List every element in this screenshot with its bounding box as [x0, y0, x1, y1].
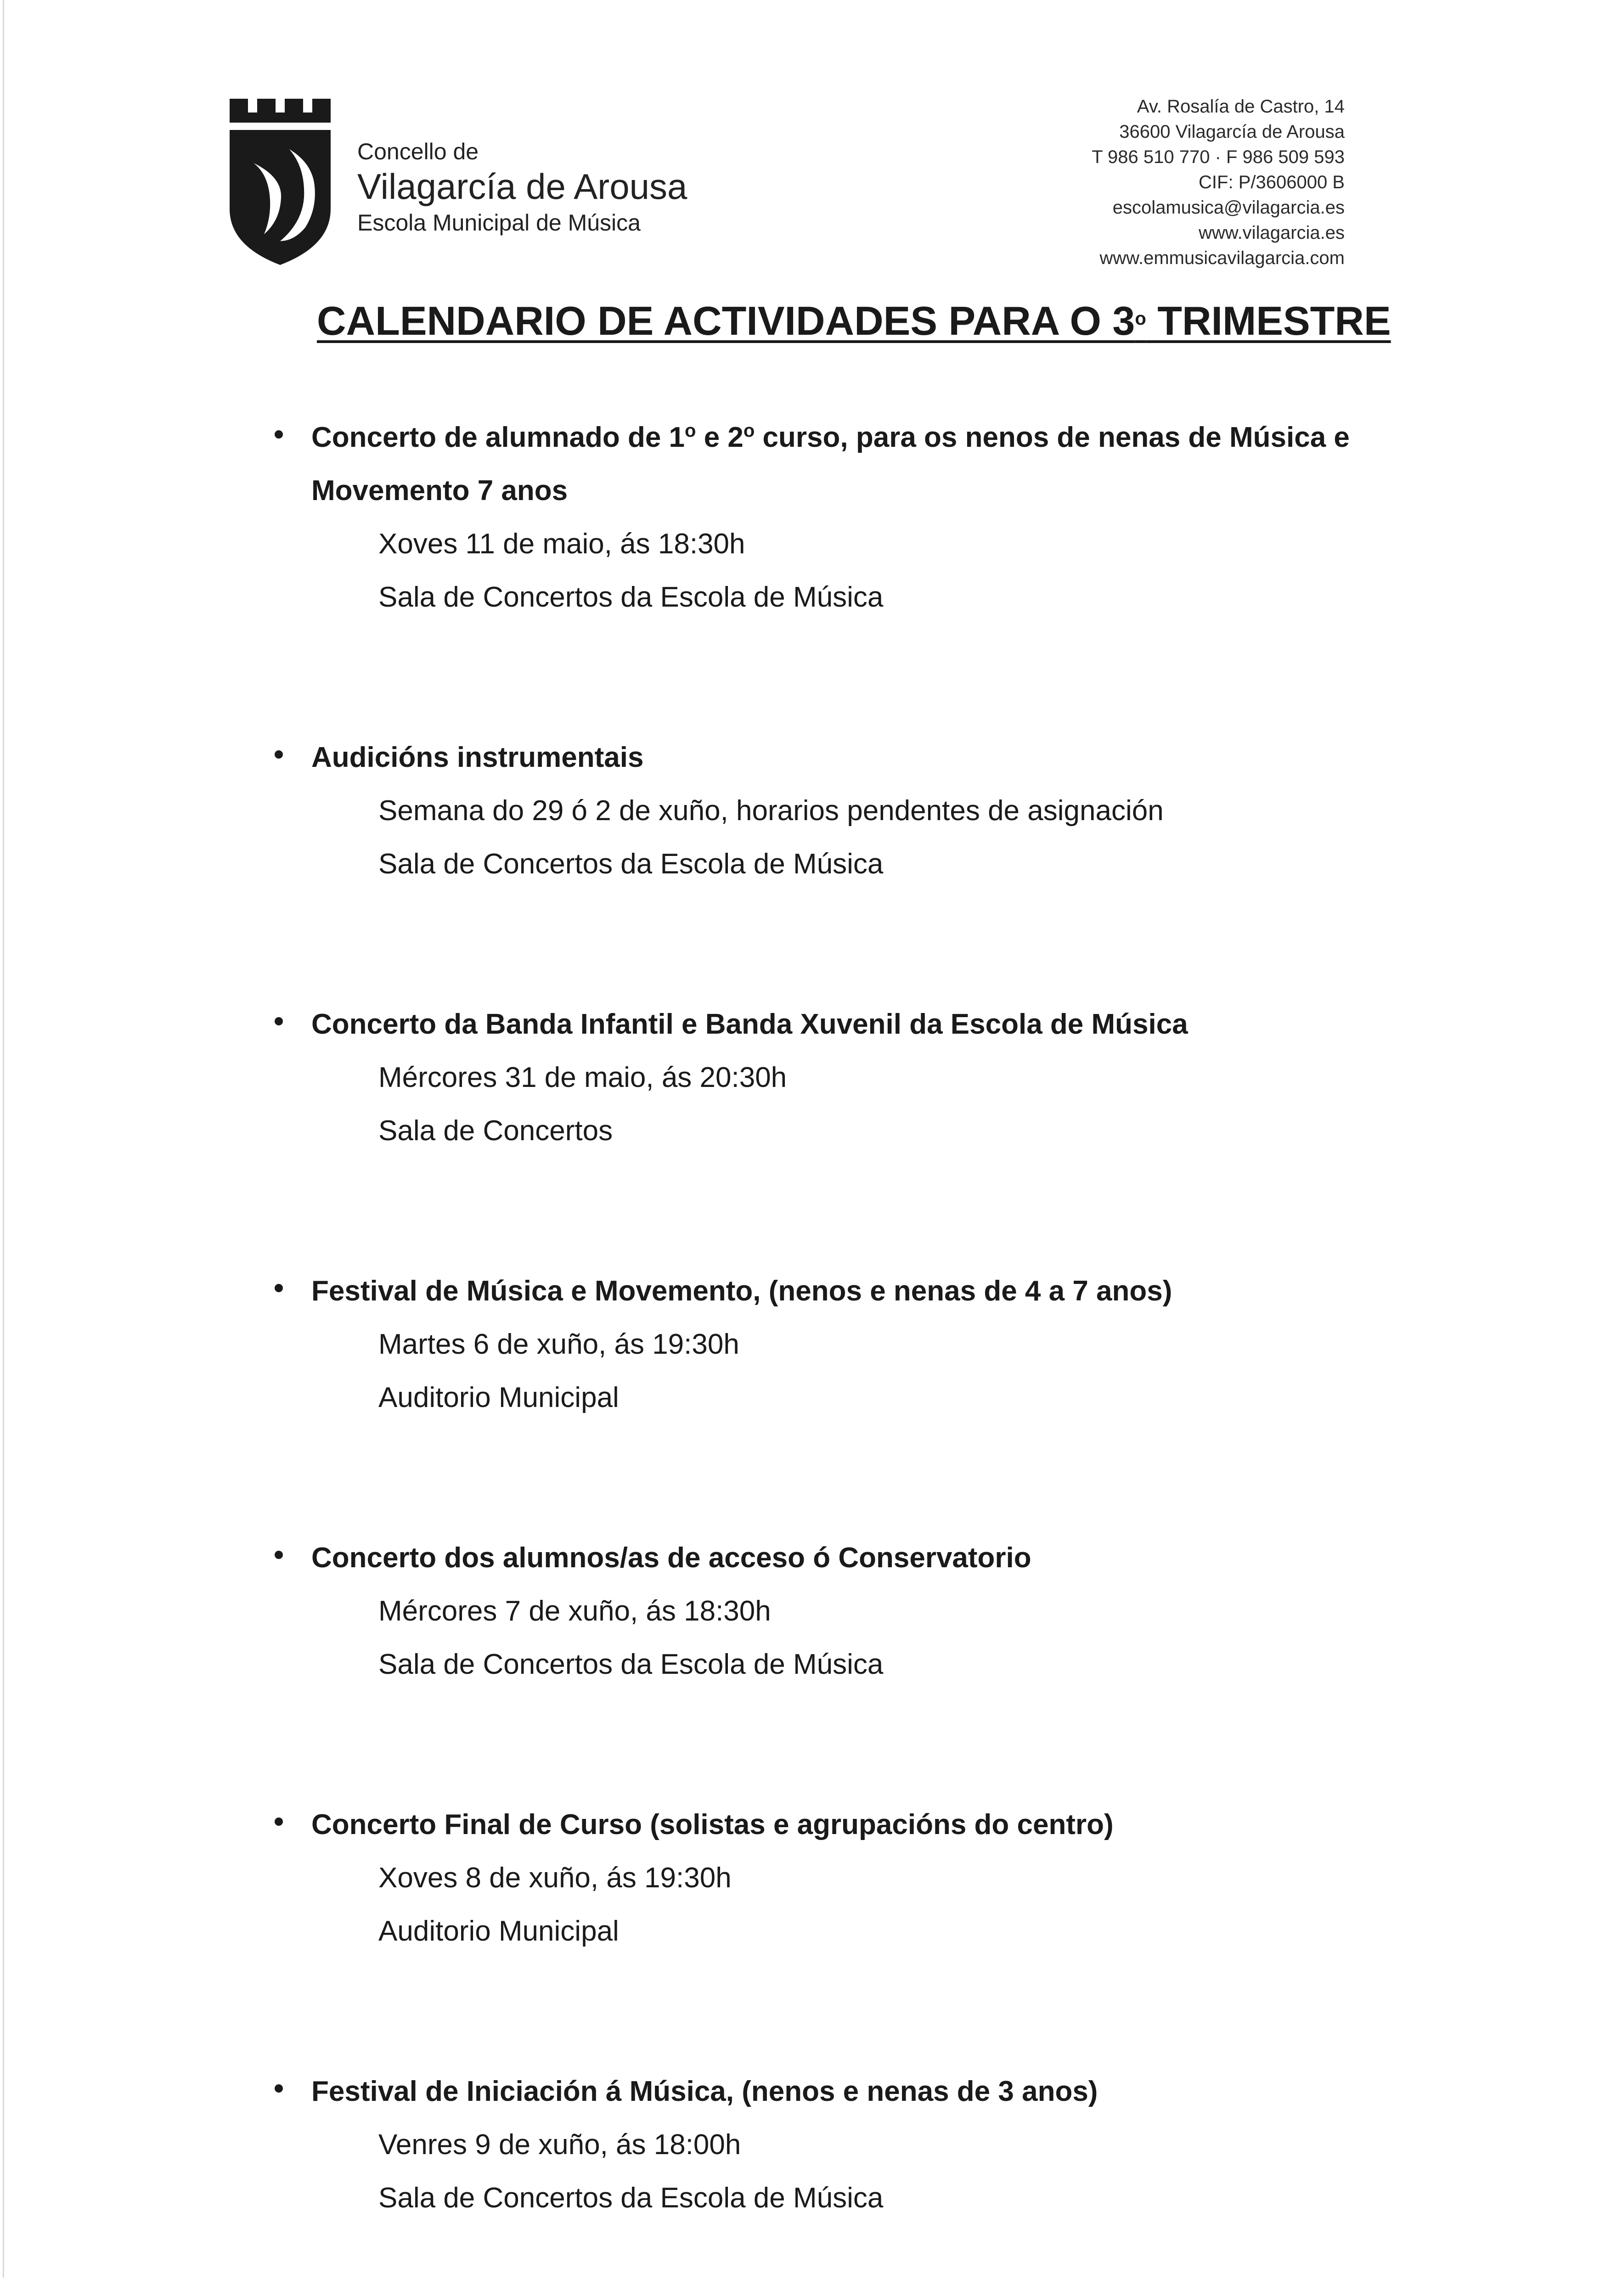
contact-city: 36600 Vilagarcía de Arousa [1119, 122, 1345, 142]
bullet-icon [275, 1284, 283, 1292]
activity-venue: Sala de Concertos da Escola de Música [378, 1649, 884, 1680]
bullet-icon [275, 1017, 283, 1025]
activity-item [275, 1531, 1542, 1691]
activity-title-part: Concerto de alumnado de 1 [311, 422, 685, 453]
activity-date: Mércores 7 de xuño, ás 18:30h [378, 1595, 771, 1627]
activity-title-part: curso, para os nenos de nenas de Música e [755, 422, 1350, 453]
title-text-before: CALENDARIO DE ACTIVIDADES PARA O 3 [317, 298, 1135, 343]
bullet-icon [275, 2084, 283, 2093]
activities-list [275, 411, 1542, 2296]
activity-title-superscript: o [685, 421, 696, 441]
activity-venue: Sala de Concertos da Escola de Música [378, 581, 884, 613]
bullet-icon [275, 1551, 283, 1559]
activity-item [275, 1265, 1542, 1424]
activity-title: Concerto da Banda Infantil e Banda Xuvenil da Escola de Música [311, 1008, 1188, 1040]
contact-info [1092, 94, 1345, 271]
activity-title-line2: Movemento 7 anos [311, 475, 568, 506]
org-prefix: Concello de [357, 139, 479, 164]
activity-title-part: e 2 [696, 422, 744, 453]
bullet-icon [275, 1818, 283, 1826]
contact-website-escola: www.emmusicavilagarcia.com [1099, 248, 1345, 268]
contact-phone: T 986 510 770 · F 986 509 593 [1092, 147, 1345, 167]
activity-title: Audicións instrumentais [311, 742, 644, 773]
organization-name-block [357, 138, 687, 238]
activity-title [311, 411, 1542, 464]
activity-item [275, 731, 1542, 891]
bullet-icon [275, 430, 283, 439]
activity-item [275, 2065, 1542, 2225]
contact-address: Av. Rosalía de Castro, 14 [1137, 96, 1345, 117]
activity-venue: Sala de Concertos da Escola de Música [378, 2182, 884, 2214]
title-superscript: o [1135, 309, 1146, 329]
bullet-icon [275, 750, 283, 759]
activity-title: Concerto Final de Curso (solistas e agrupacións do centro) [311, 1809, 1114, 1840]
activity-title-superscript: o [743, 421, 755, 441]
org-name: Vilagarcía de Arousa [357, 166, 687, 207]
activity-date: Mércores 31 de maio, ás 20:30h [378, 1062, 787, 1093]
activity-date: Venres 9 de xuño, ás 18:00h [378, 2129, 741, 2161]
concello-shield-logo-icon [225, 94, 335, 269]
activity-date: Semana do 29 ó 2 de xuño, horarios pendentes de asignación [378, 795, 1164, 827]
contact-website-concello: www.vilagarcia.es [1199, 223, 1345, 243]
activity-venue: Auditorio Municipal [378, 1915, 619, 1947]
activity-title: Concerto dos alumnos/as de acceso ó Conservatorio [311, 1542, 1031, 1574]
activity-date: Xoves 8 de xuño, ás 19:30h [378, 1862, 732, 1894]
activity-date: Martes 6 de xuño, ás 19:30h [378, 1328, 739, 1360]
org-school: Escola Municipal de Música [357, 210, 641, 236]
activity-title: Festival de Iniciación á Música, (nenos e nenas de 3 anos) [311, 2076, 1098, 2107]
activity-item [275, 1798, 1542, 1958]
contact-cif: CIF: P/3606000 B [1199, 172, 1345, 192]
contact-email: escolamusica@vilagarcia.es [1112, 197, 1345, 218]
activity-item [275, 998, 1542, 1158]
activity-title: Festival de Música e Movemento, (nenos e nenas de 4 a 7 anos) [311, 1275, 1172, 1307]
activity-venue: Sala de Concertos da Escola de Música [378, 848, 884, 880]
document-title [317, 298, 1447, 344]
activity-venue: Auditorio Municipal [378, 1382, 619, 1413]
scan-edge-line [3, 0, 4, 2278]
activity-date: Xoves 11 de maio, ás 18:30h [378, 528, 745, 560]
title-text-after: TRIMESTRE [1146, 298, 1391, 343]
activity-venue: Sala de Concertos [378, 1115, 613, 1147]
activity-item [275, 411, 1542, 624]
